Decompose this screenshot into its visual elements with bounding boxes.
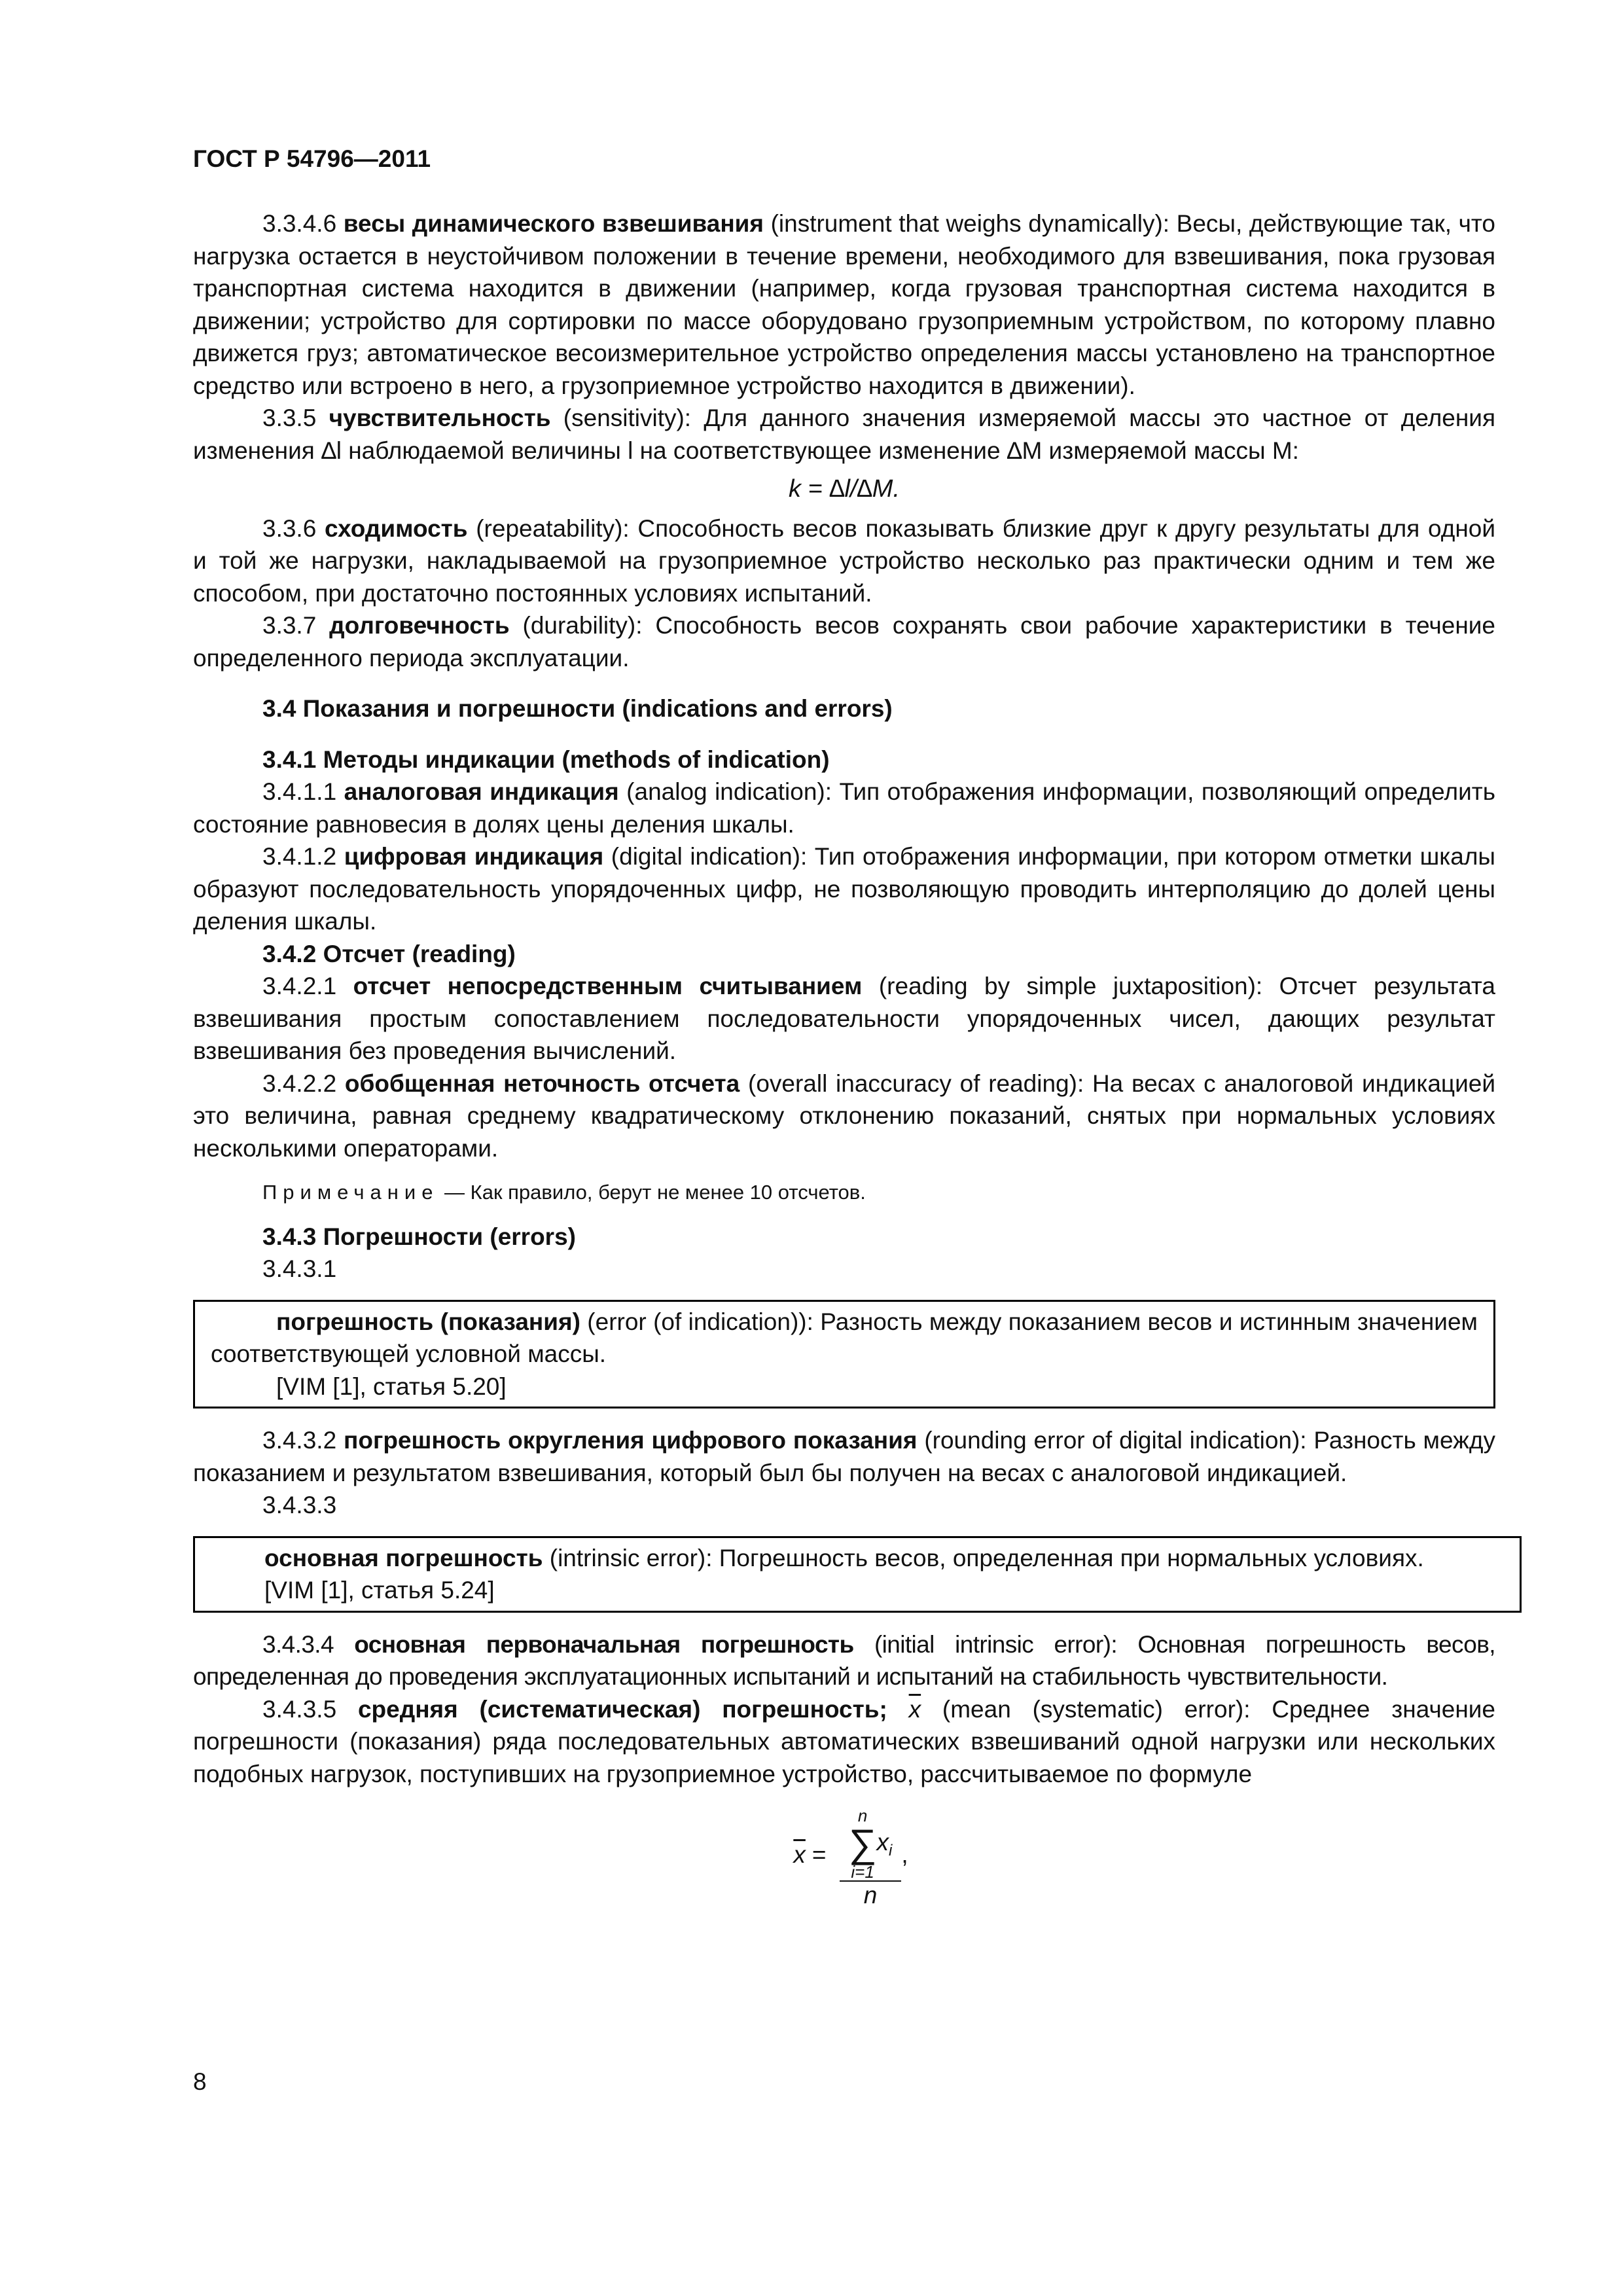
term: чувствительность — [329, 404, 551, 431]
paragraph-3-4-3-2: 3.4.3.2 погрешность округления цифрового показания (rounding error of digital indication): Разность между показанием и результатом взвешивания, который был бы получен на весах с аналоговой индикацией. — [193, 1427, 1495, 1486]
sum-sign: ∑ — [848, 1821, 877, 1865]
paragraph-3-4-2-2: 3.4.2.2 обобщенная неточность отсчета (overall inaccuracy of reading): На весах с аналоговой индикацией это величина, равная среднему квадратическому отклонению показаний, снятых при нормальных условиях несколькими операторами. — [193, 1069, 1496, 1162]
note: Примечание — Как правило, берут не менее 10 отсчетов. — [262, 1181, 866, 1204]
definition-box-intrinsic-error: основная погрешность (intrinsic error): Погрешность весов, определенная при нормальных условиях. [VIM [1], статья 5.24] — [193, 1536, 1522, 1613]
term: основная погрешность — [264, 1544, 543, 1571]
paragraph-3-3-4-6: 3.3.4.6 весы динамического взвешивания (instrument that weighs dynamically): Весы, действующие так, что нагрузка остается в неустойчивом положении в течение времени, необходимого для взвешивания, пока грузовая транспортная система находится в движении (например, когда грузовая транспортная система находится в движении; устройство для сортировки по массе оборудовано грузоприемным устройством, по которому плавно движется груз; автоматическое весоизмерительное устройство определения массы установлено на транспортное средство или встроено в него, а грузоприемное устройство находится в движении). — [193, 210, 1495, 399]
term: сходимость — [325, 514, 468, 542]
paragraph-3-4-2-1: 3.4.2.1 отсчет непосредственным считыванием (reading by simple juxtaposition): Отсчет результата взвешивания простым сопоставлением последовательности упорядоченных чисел, дающих результат взвешивания без проведения вычислений. — [193, 973, 1496, 1064]
mean-symbol: $\overline{x}$ — [908, 1695, 921, 1723]
term: обобщенная неточность отсчета — [344, 1069, 740, 1097]
page-body — [193, 207, 1495, 1909]
heading-3-4-2: 3.4.2 Отсчет (reading) — [262, 940, 516, 967]
paragraph-3-4-3-4: 3.4.3.4 основная первоначальная погрешность (initial intrinsic error): Основная погрешность весов, определенная до проведения эксплуатационных испытаний и испытаний на стабильность чувствительности. — [193, 1630, 1495, 1690]
page-number: 8 — [193, 2068, 207, 2095]
definition-box-error: погрешность (показания) (error (of indication)): Разность между показанием весов и истинным значением соответствующей условной массы. [VIM [1], статья 5.20] — [193, 1300, 1495, 1409]
reference: [VIM [1], статья 5.24] — [264, 1577, 495, 1604]
paragraph-3-4-3-5: 3.4.3.5 средняя (систематическая) погрешность; $\overline{x}$ (mean (systematic) error): Среднее значение погрешности (показания) ряда последовательных автоматических взвешиваний одной нагрузки или нескольких подобных нагрузок, поступивших на грузоприемное устройство, рассчитываемое по формуле — [193, 1695, 1495, 1787]
heading-3-4-1: 3.4.1 Методы индикации (methods of indication) — [262, 745, 830, 773]
term: аналоговая индикация — [344, 778, 619, 805]
formula-mean-error: $\overline{x}$ = n ∑ i=1 $x_i$ n , — [193, 1803, 1495, 1909]
term: цифровая индикация — [344, 843, 604, 870]
term: весы динамического взвешивания — [343, 210, 764, 237]
paragraph-3-3-5: 3.3.5 чувствительность (sensitivity): Для данного значения измеряемой массы это частное от деления изменения ∆l наблюдаемой величины l на соответствующее изменение ∆M измеряемой массы M: — [193, 404, 1495, 464]
term: средняя (систематическая) погрешность; — [357, 1695, 887, 1723]
term: отсчет непосредственным считыванием — [353, 973, 863, 999]
clause-number-3-4-3-3: 3.4.3.3 — [262, 1492, 337, 1518]
heading-3-4-3: 3.4.3 Погрешности (errors) — [262, 1223, 576, 1250]
clause-number-3-4-3-1: 3.4.3.1 — [262, 1255, 337, 1282]
heading-3-4: 3.4 Показания и погрешности (indications and errors) — [262, 695, 893, 722]
term: погрешность (показания) — [276, 1308, 580, 1335]
term: основная первоначальная погрешность — [354, 1630, 854, 1658]
term: долговечность — [329, 612, 510, 639]
paragraph-3-4-1-1: 3.4.1.1 аналоговая индикация (analog indication): Тип отображения информации, позволяющий определить состояние равновесия в долях цены деления шкалы. — [193, 778, 1495, 838]
paragraph-3-3-7: 3.3.7 долговечность (durability): Способность весов сохранять свои рабочие характеристики в течение определенного периода эксплуатации. — [193, 612, 1495, 672]
formula-sensitivity: k = ∆l/∆M. — [788, 475, 901, 503]
note-label: Примечание — [262, 1181, 439, 1204]
document-header: ГОСТ Р 54796—2011 — [193, 145, 431, 172]
reference: [VIM [1], статья 5.20] — [276, 1372, 507, 1400]
paragraph-3-3-6: 3.3.6 сходимость (repeatability): Способность весов показывать близкие друг к другу результаты для одной и той же нагрузки, накладываемой на грузоприемное устройство несколько раз практически одним и тем же способом, при достаточно постоянных условиях испытаний. — [193, 514, 1495, 607]
formula-lhs: $\overline{x}$ — [793, 1840, 806, 1868]
paragraph-3-4-1-2: 3.4.1.2 цифровая индикация (digital indication): Тип отображения информации, при котором отметки шкалы образуют последовательность упорядоченных цифр, не позволяющую проводить интерполяцию до долей цены деления шкалы. — [193, 843, 1496, 935]
term: погрешность округления цифрового показания — [344, 1427, 918, 1454]
